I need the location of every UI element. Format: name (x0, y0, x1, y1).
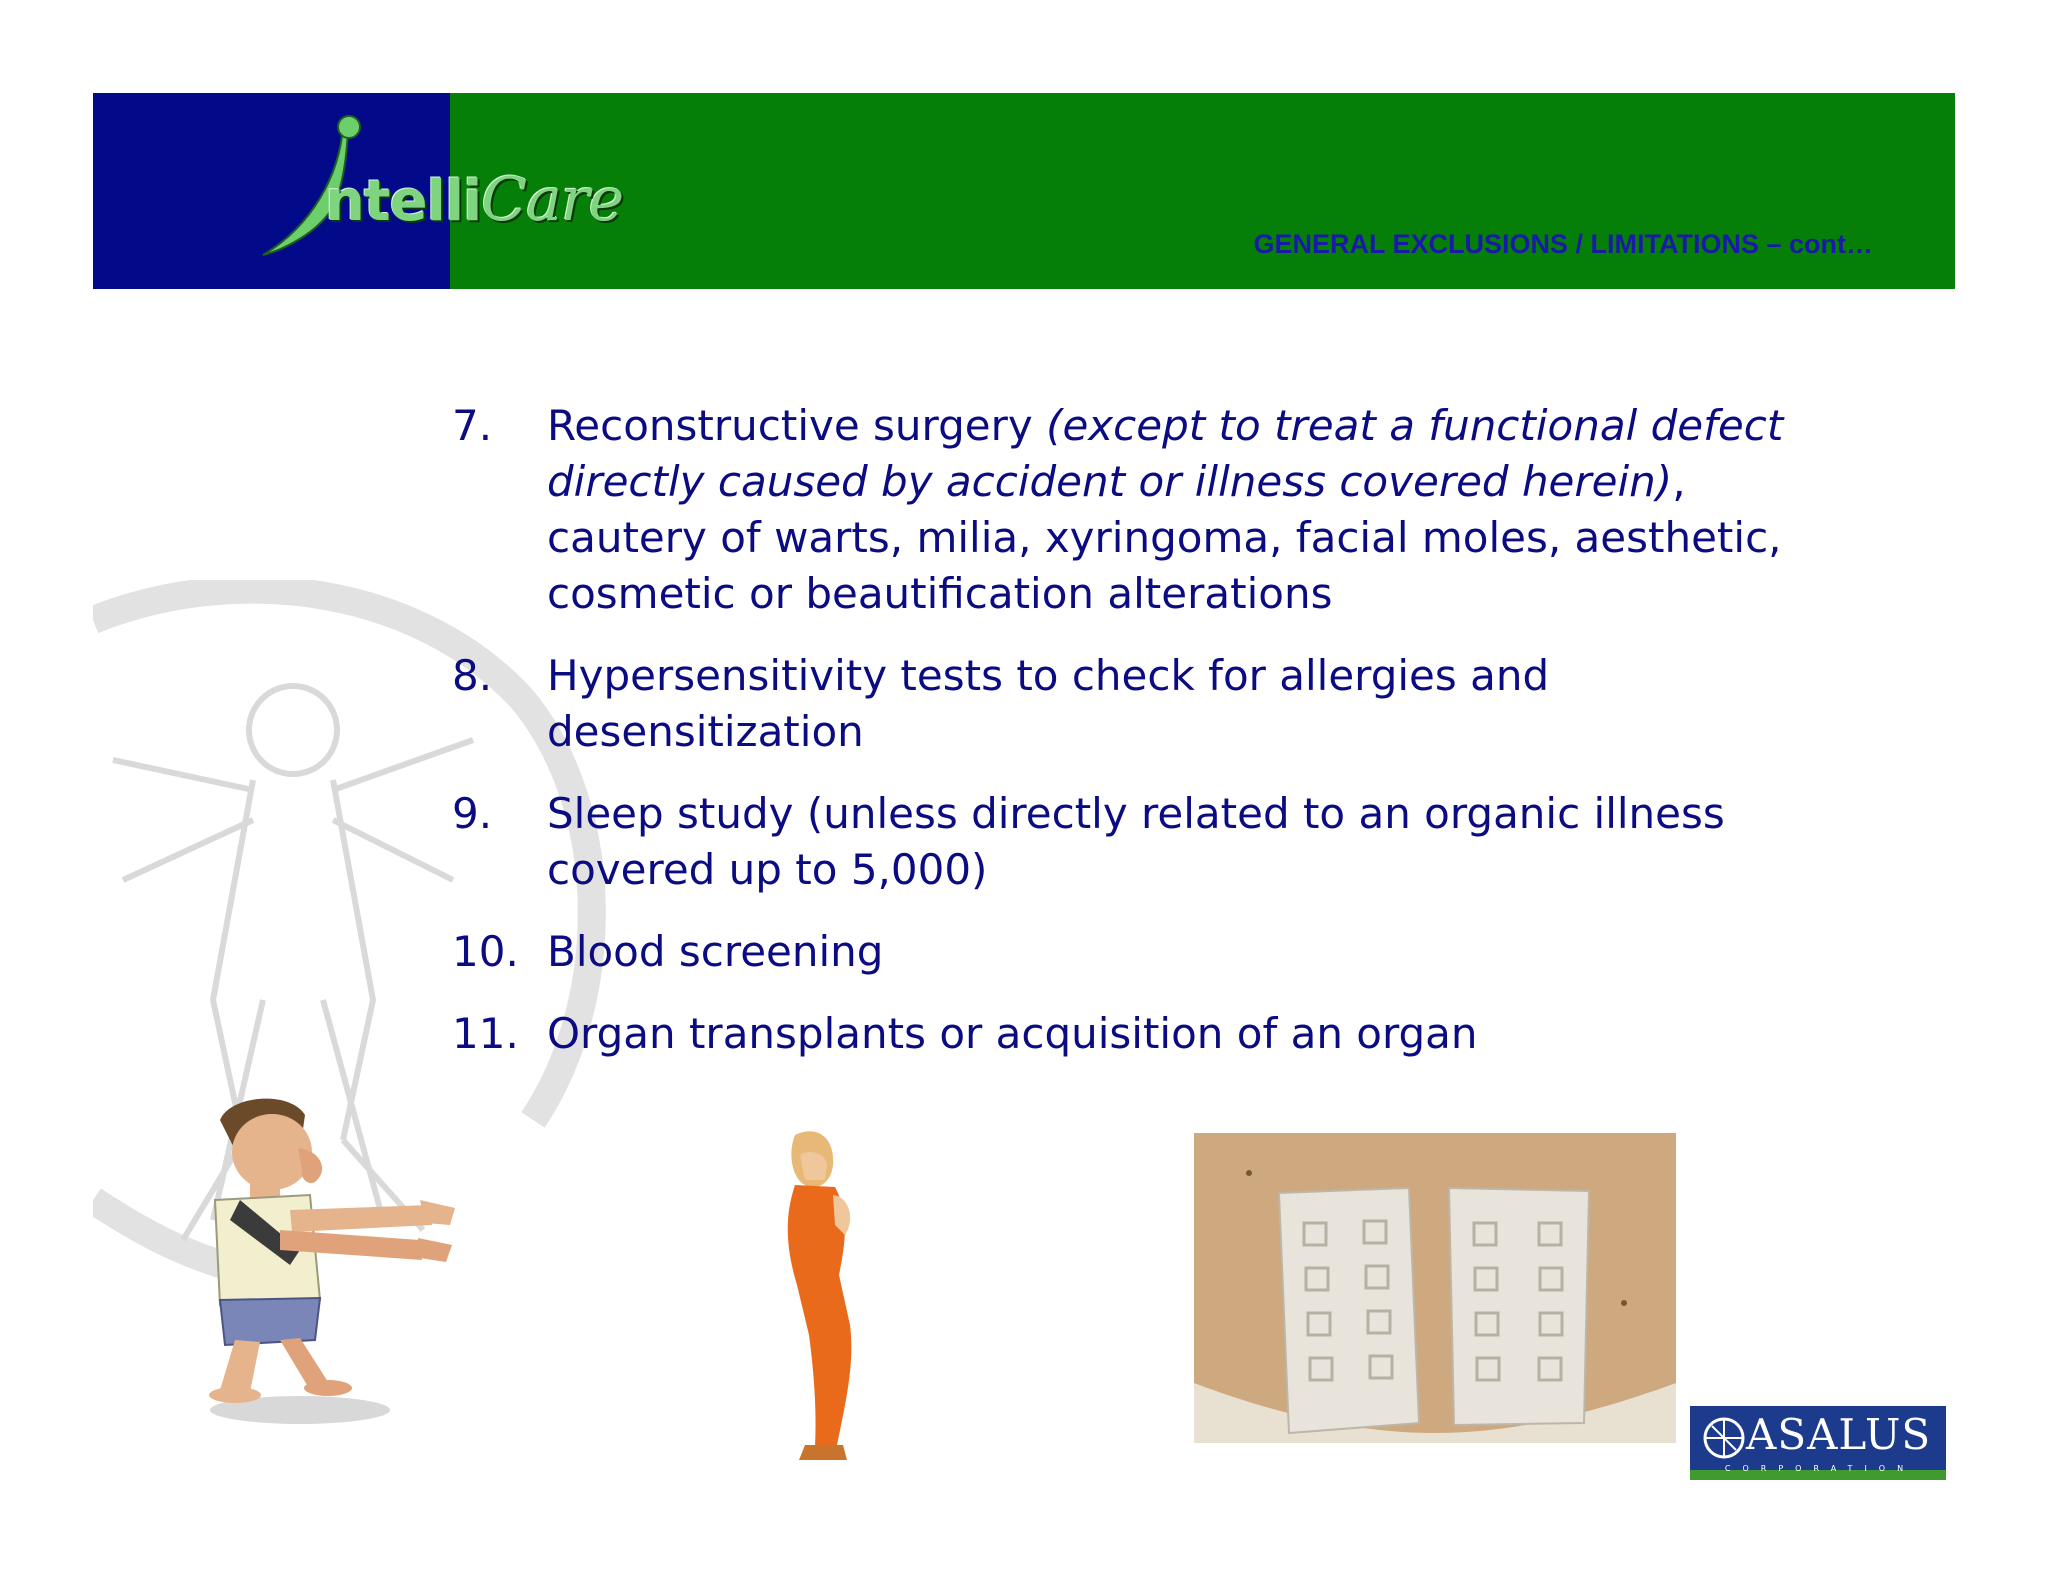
list-item (452, 398, 1852, 622)
item-text (547, 1006, 1852, 1062)
list-item (452, 1006, 1852, 1062)
item-text-segment: Blood screening (547, 927, 884, 976)
exclusions-list (452, 398, 1852, 1088)
item-text-segment: Hypersensitivity tests to check for allergies and desensitization (547, 651, 1550, 756)
item-text (547, 924, 1852, 980)
asalus-logo-subtitle: CORPORATION (1724, 1464, 1916, 1473)
item-text (547, 648, 1852, 760)
intellicare-logo-text (325, 165, 623, 235)
asalus-logo (1690, 1406, 1946, 1480)
item-text-segment-italic: (except to treat a functional defect directly caused by accident or illness covered herein) (547, 401, 1784, 506)
item-number: 10. (452, 927, 519, 976)
sleepwalking-man-image (180, 1090, 480, 1440)
item-text (547, 398, 1852, 622)
item-number: 9. (452, 789, 493, 838)
item-number: 7. (452, 401, 493, 450)
allergy-patch-test-photo (1194, 1133, 1676, 1443)
item-text-segment: Reconstructive surgery (547, 401, 1047, 450)
list-item (452, 786, 1852, 898)
item-text-segment: , cautery of warts, milia, xyringoma, facial moles, aesthetic, cosmetic or beautification alterations (547, 457, 1782, 618)
item-text (547, 786, 1852, 898)
woman-in-orange-image (755, 1125, 875, 1460)
section-title: GENERAL EXCLUSIONS / LIMITATIONS – cont… (1253, 229, 1873, 259)
list-item (452, 648, 1852, 760)
asalus-logo-name: ASALUS (1746, 1410, 1932, 1459)
item-number: 11. (452, 1009, 519, 1058)
item-number: 8. (452, 651, 493, 700)
item-text-segment: Organ transplants or acquisition of an organ (547, 1009, 1478, 1058)
logo-brand-part2: Care (481, 165, 624, 235)
header-band (93, 93, 1955, 289)
logo-brand-part1: ntelli (325, 169, 482, 234)
item-text-segment: Sleep study (unless directly related to an organic illness covered up to 5,000) (547, 789, 1725, 894)
list-item (452, 924, 1852, 980)
